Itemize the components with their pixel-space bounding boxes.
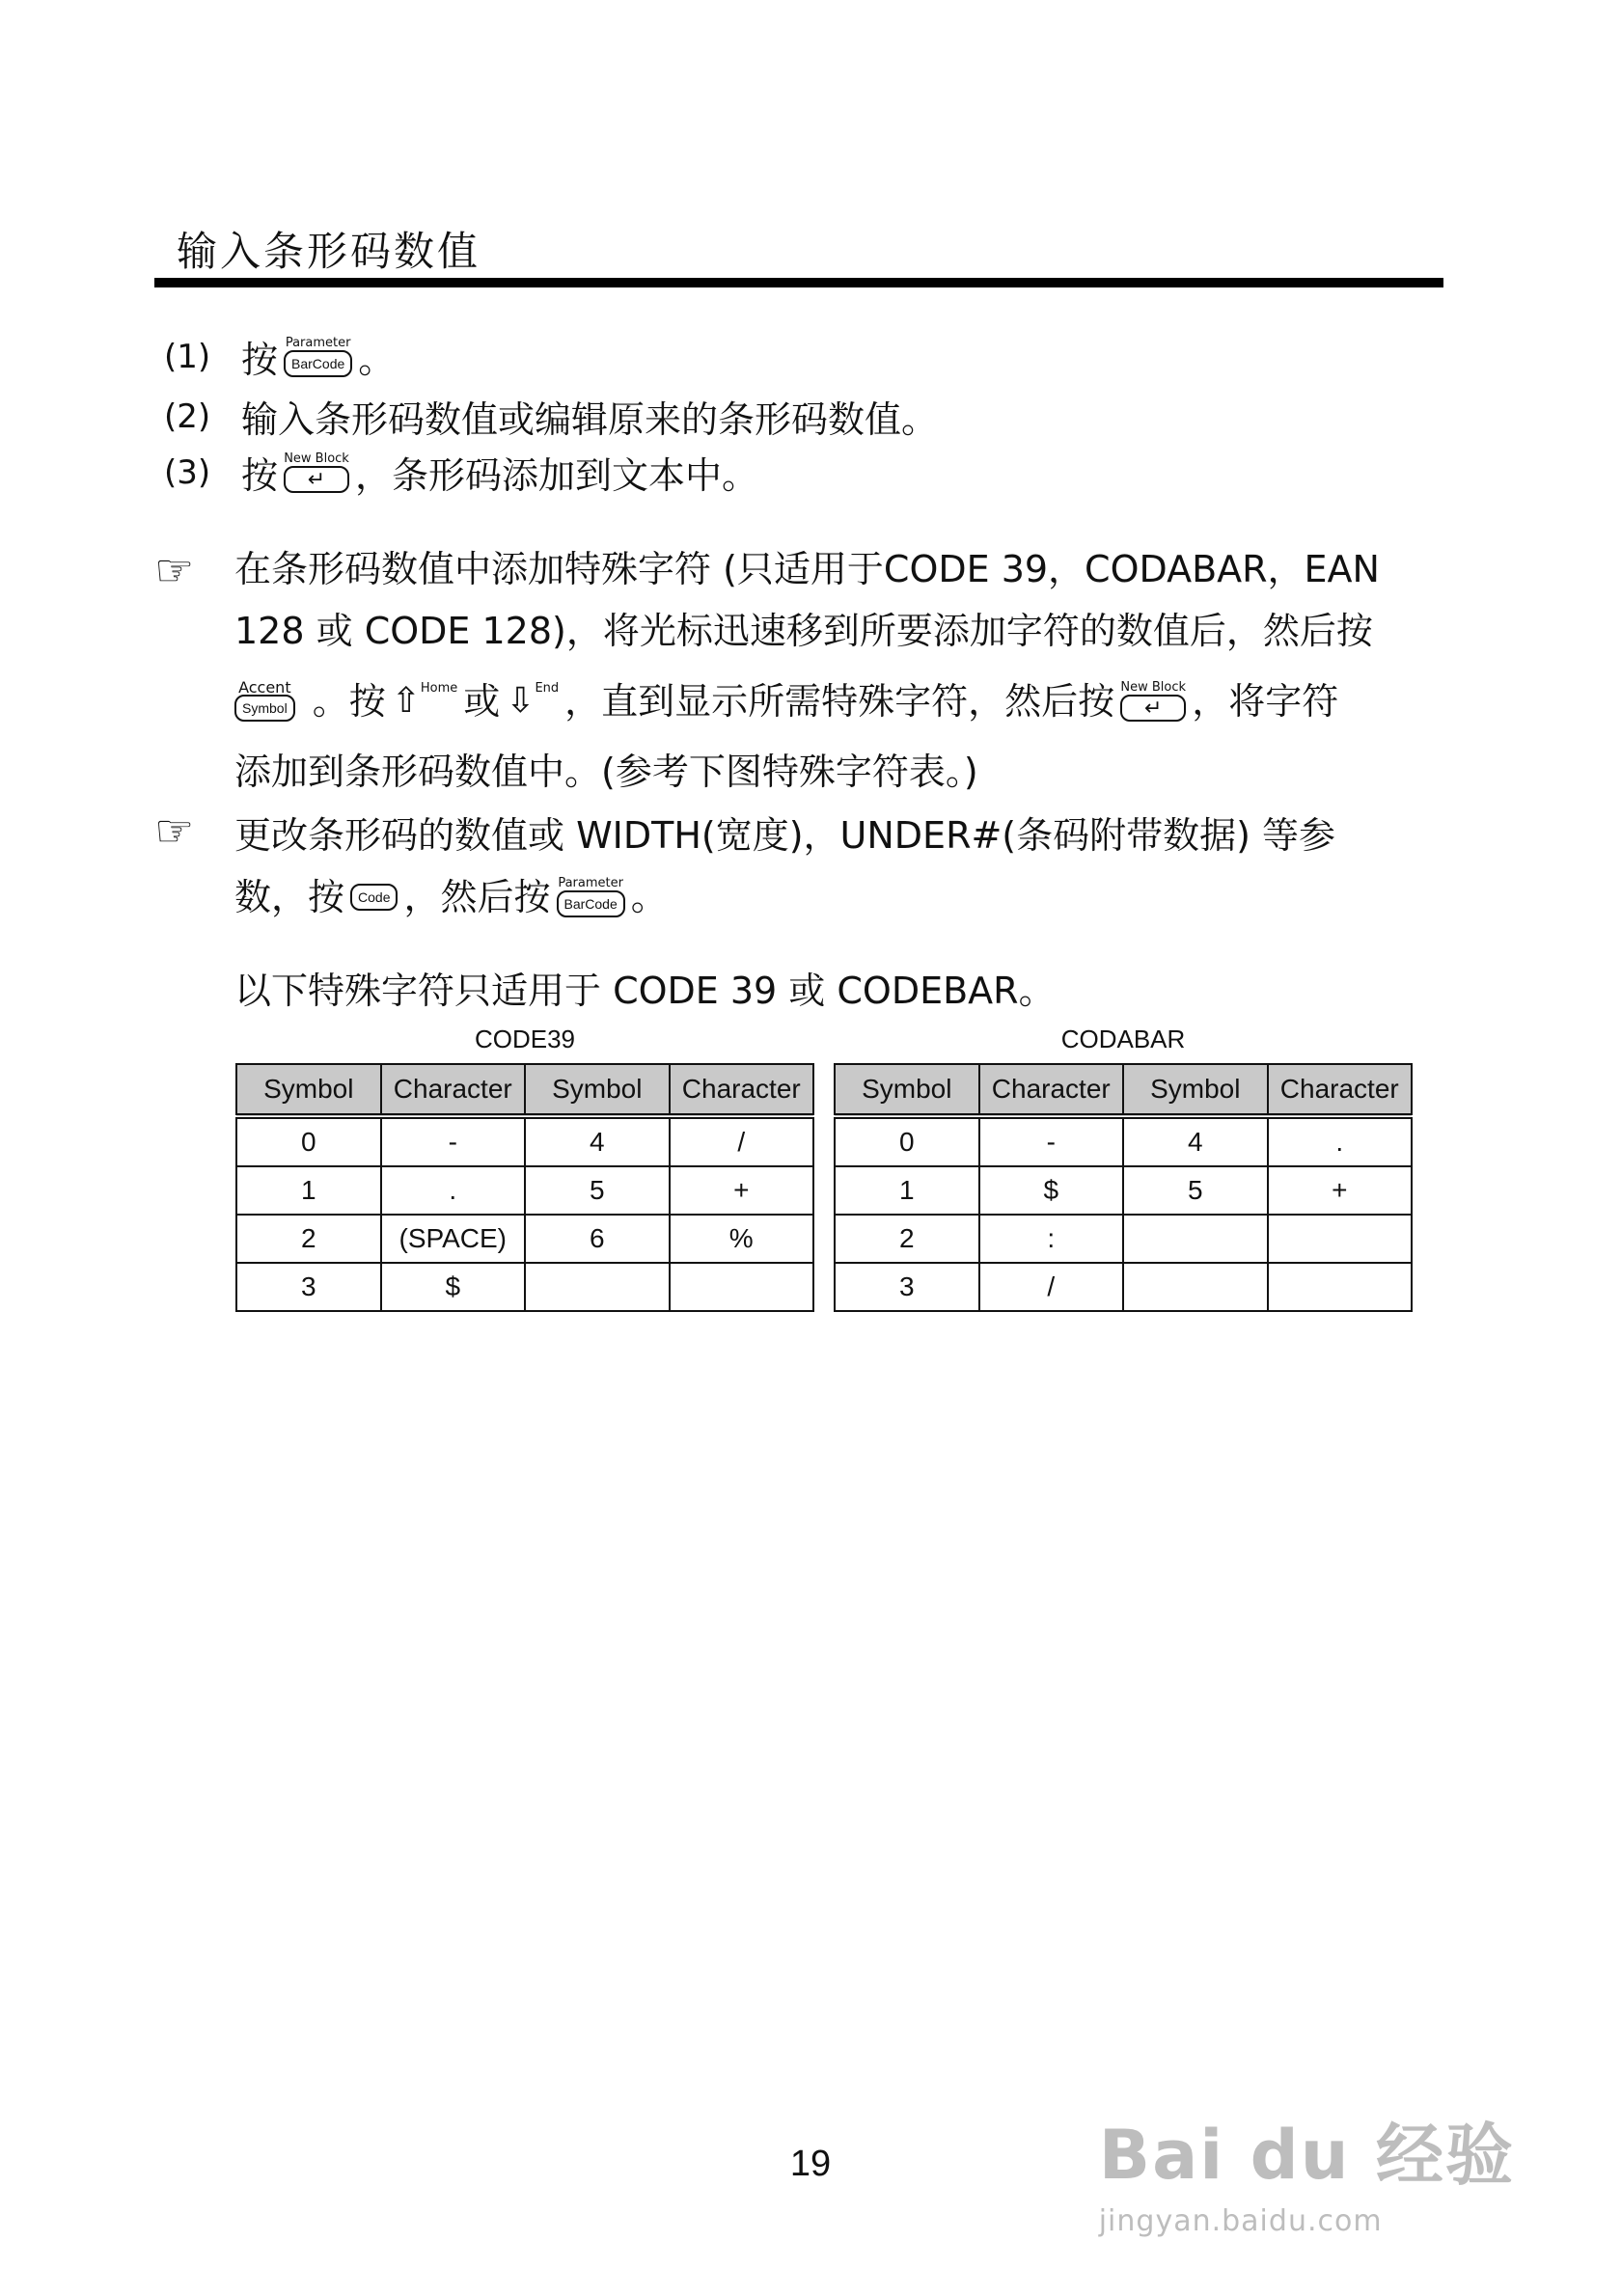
table-cell: + (670, 1166, 814, 1215)
table-cell: 6 (525, 1215, 670, 1263)
table-cell: 0 (835, 1116, 979, 1166)
table-cell (1268, 1215, 1413, 1263)
step-number: (1) (164, 337, 211, 376)
column-header: Symbol (525, 1064, 670, 1116)
table-cell: : (979, 1215, 1124, 1263)
table-cell: / (979, 1263, 1124, 1311)
down-arrow-end-key-icon: ⇩ End (506, 681, 560, 721)
table-cell: $ (979, 1166, 1124, 1215)
table-caption-code39: CODE39 (474, 1025, 576, 1053)
table-cell: - (381, 1116, 526, 1166)
step-number: (3) (164, 452, 211, 492)
code39-table (235, 1063, 814, 1312)
table-row (835, 1116, 1412, 1166)
table-row (236, 1263, 813, 1311)
new-block-key-icon: New Block ↵ (284, 451, 349, 491)
step-text: 。 (358, 339, 396, 381)
table-row (236, 1166, 813, 1215)
note-text: 。按 (312, 680, 386, 723)
column-header: Character (979, 1064, 1124, 1116)
codabar-table (834, 1063, 1413, 1312)
table-cell (1268, 1263, 1413, 1311)
step-text: ，条形码添加到文本中。 (355, 454, 759, 497)
step-number: (2) (164, 396, 211, 436)
note-text: ，直到显示所需特殊字符，然后按 (564, 680, 1115, 723)
column-header: Character (670, 1064, 814, 1116)
up-arrow-home-key-icon: ⇧ Home (391, 681, 458, 721)
table-cell: . (381, 1166, 526, 1215)
table-cell: (SPACE) (381, 1215, 526, 1263)
note-text: 。 (630, 876, 668, 918)
note-text: 数，按 (234, 876, 345, 918)
note-change-barcode (234, 805, 1450, 928)
section-heading: 输入条形码数值 (177, 228, 481, 275)
column-header: Character (381, 1064, 526, 1116)
note-line (234, 662, 1450, 741)
table-row (236, 1215, 813, 1263)
note-text: ，然后按 (403, 876, 551, 918)
table-row (236, 1116, 813, 1166)
new-block-key-icon: New Block ↵ (1120, 680, 1187, 720)
barcode-key-icon: Parameter BarCode (557, 877, 625, 917)
table-cell: 5 (525, 1166, 670, 1215)
table-header-row (835, 1064, 1412, 1116)
barcode-key-icon: Parameter BarCode (284, 337, 352, 377)
table-cell: 4 (525, 1116, 670, 1166)
table-cell (1123, 1263, 1268, 1311)
note-text: 或 (463, 680, 501, 723)
note-line: 在条形码数值中添加特殊字符 (只适用于CODE 39，CODABAR，EAN (234, 548, 1380, 590)
step-1 (164, 330, 395, 383)
table-cell: 2 (236, 1215, 381, 1263)
table-cell: 3 (236, 1263, 381, 1311)
table-cell (670, 1263, 814, 1311)
step-text: 按 (241, 339, 279, 381)
pointing-hand-icon: ☞ (154, 805, 195, 857)
table-cell: 5 (1123, 1166, 1268, 1215)
column-header: Symbol (1123, 1064, 1268, 1116)
heading-rule (154, 278, 1443, 287)
watermark-logo: Bai du 经验 (1098, 2116, 1515, 2195)
code-key-icon: Code (350, 884, 398, 911)
symbol-key-icon: Accent Symbol (234, 681, 295, 722)
table-cell: 4 (1123, 1116, 1268, 1166)
note-line (234, 866, 1450, 928)
table-cell (1123, 1215, 1268, 1263)
table-caption-codabar: CODABAR (1060, 1025, 1186, 1053)
watermark-url: jingyan.baidu.com (1098, 2204, 1383, 2238)
step-3 (164, 446, 758, 499)
table-row (835, 1166, 1412, 1215)
table-cell: / (670, 1116, 814, 1166)
table-cell (525, 1263, 670, 1311)
step-text: 按 (241, 454, 279, 497)
note-text: ，将字符 (1192, 680, 1339, 723)
table-cell: 2 (835, 1215, 979, 1263)
column-header: Symbol (835, 1064, 979, 1116)
table-cell: 1 (835, 1166, 979, 1215)
note-line: 添加到条形码数值中。(参考下图特殊字符表。) (234, 751, 978, 793)
note-line: 128 或 CODE 128)，将光标迅速移到所要添加字符的数值后，然后按 (234, 610, 1373, 652)
table-cell: + (1268, 1166, 1413, 1215)
table-cell: 1 (236, 1166, 381, 1215)
page-number: 19 (789, 2144, 832, 2184)
table-cell: 0 (236, 1116, 381, 1166)
step-2 (164, 390, 938, 443)
table-cell: . (1268, 1116, 1413, 1166)
step-text: 输入条形码数值或编辑原来的条形码数值。 (241, 398, 939, 441)
table-row (835, 1215, 1412, 1263)
column-header: Character (1268, 1064, 1413, 1116)
table-cell: $ (381, 1263, 526, 1311)
table-intro: 以下特殊字符只适用于 CODE 39 或 CODEBAR。 (234, 970, 1056, 1012)
note-special-characters (234, 538, 1450, 803)
table-cell: 3 (835, 1263, 979, 1311)
table-cell: % (670, 1215, 814, 1263)
table-cell: - (979, 1116, 1124, 1166)
pointing-hand-icon: ☞ (154, 544, 195, 596)
baidu-watermark (1099, 2101, 1515, 2238)
table-header-row (236, 1064, 813, 1116)
note-line: 更改条形码的数值或 WIDTH(宽度)，UNDER#(条码附带数据) 等参 (234, 814, 1336, 857)
table-row (835, 1263, 1412, 1311)
column-header: Symbol (236, 1064, 381, 1116)
